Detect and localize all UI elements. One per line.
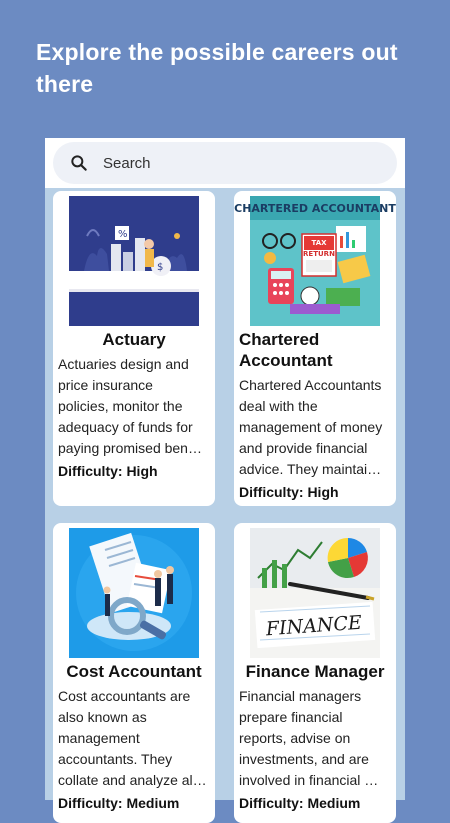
career-card-cost-accountant[interactable] — [53, 523, 215, 823]
card-title: Actuary — [102, 330, 166, 349]
difficulty-label: Difficulty: High — [58, 463, 158, 479]
career-card-finance-manager[interactable] — [234, 523, 396, 823]
difficulty-label: Difficulty: Medium — [58, 795, 180, 811]
actuary-illustration — [69, 196, 199, 326]
search-placeholder: Search — [103, 154, 151, 172]
svg-text:CHARTERED ACCOUNTANT: CHARTERED ACCOUNTANT — [234, 202, 396, 215]
finance-manager-illustration — [250, 528, 380, 658]
page-headline: Explore the possible careers out there — [36, 39, 398, 97]
card-description: Cost accountants are also known as management accountants. They collate and analyze al… — [58, 688, 207, 788]
svg-text:RETURN: RETURN — [303, 250, 335, 258]
difficulty-label: Difficulty: Medium — [239, 795, 361, 811]
card-description: Chartered Accountants deal with the management of money and provide financial advice. They maintai… — [239, 377, 383, 477]
app-screen — [45, 138, 405, 811]
chartered-accountant-illustration — [234, 196, 396, 326]
svg-text:FINANCE: FINANCE — [265, 611, 363, 641]
svg-text:$: $ — [157, 262, 164, 273]
card-description: Financial managers prepare financial reports, advise on investments, and are involved in financial … — [239, 688, 379, 788]
search-bar-container — [45, 138, 405, 188]
card-description: Actuaries design and price insurance policies, monitor the adequacy of funds for paying promised ben… — [58, 356, 202, 456]
career-card-actuary[interactable] — [53, 191, 215, 506]
card-title: Finance Manager — [245, 662, 385, 681]
svg-text:TAX: TAX — [311, 239, 327, 247]
cost-accountant-illustration — [69, 528, 199, 658]
search-icon — [69, 153, 89, 173]
difficulty-label: Difficulty: High — [239, 484, 339, 500]
search-input[interactable] — [53, 142, 397, 184]
card-title: Chartered Accountant — [239, 330, 333, 370]
svg-text:%: % — [118, 229, 128, 240]
card-title: Cost Accountant — [66, 662, 202, 681]
career-card-chartered-accountant[interactable] — [234, 191, 396, 506]
